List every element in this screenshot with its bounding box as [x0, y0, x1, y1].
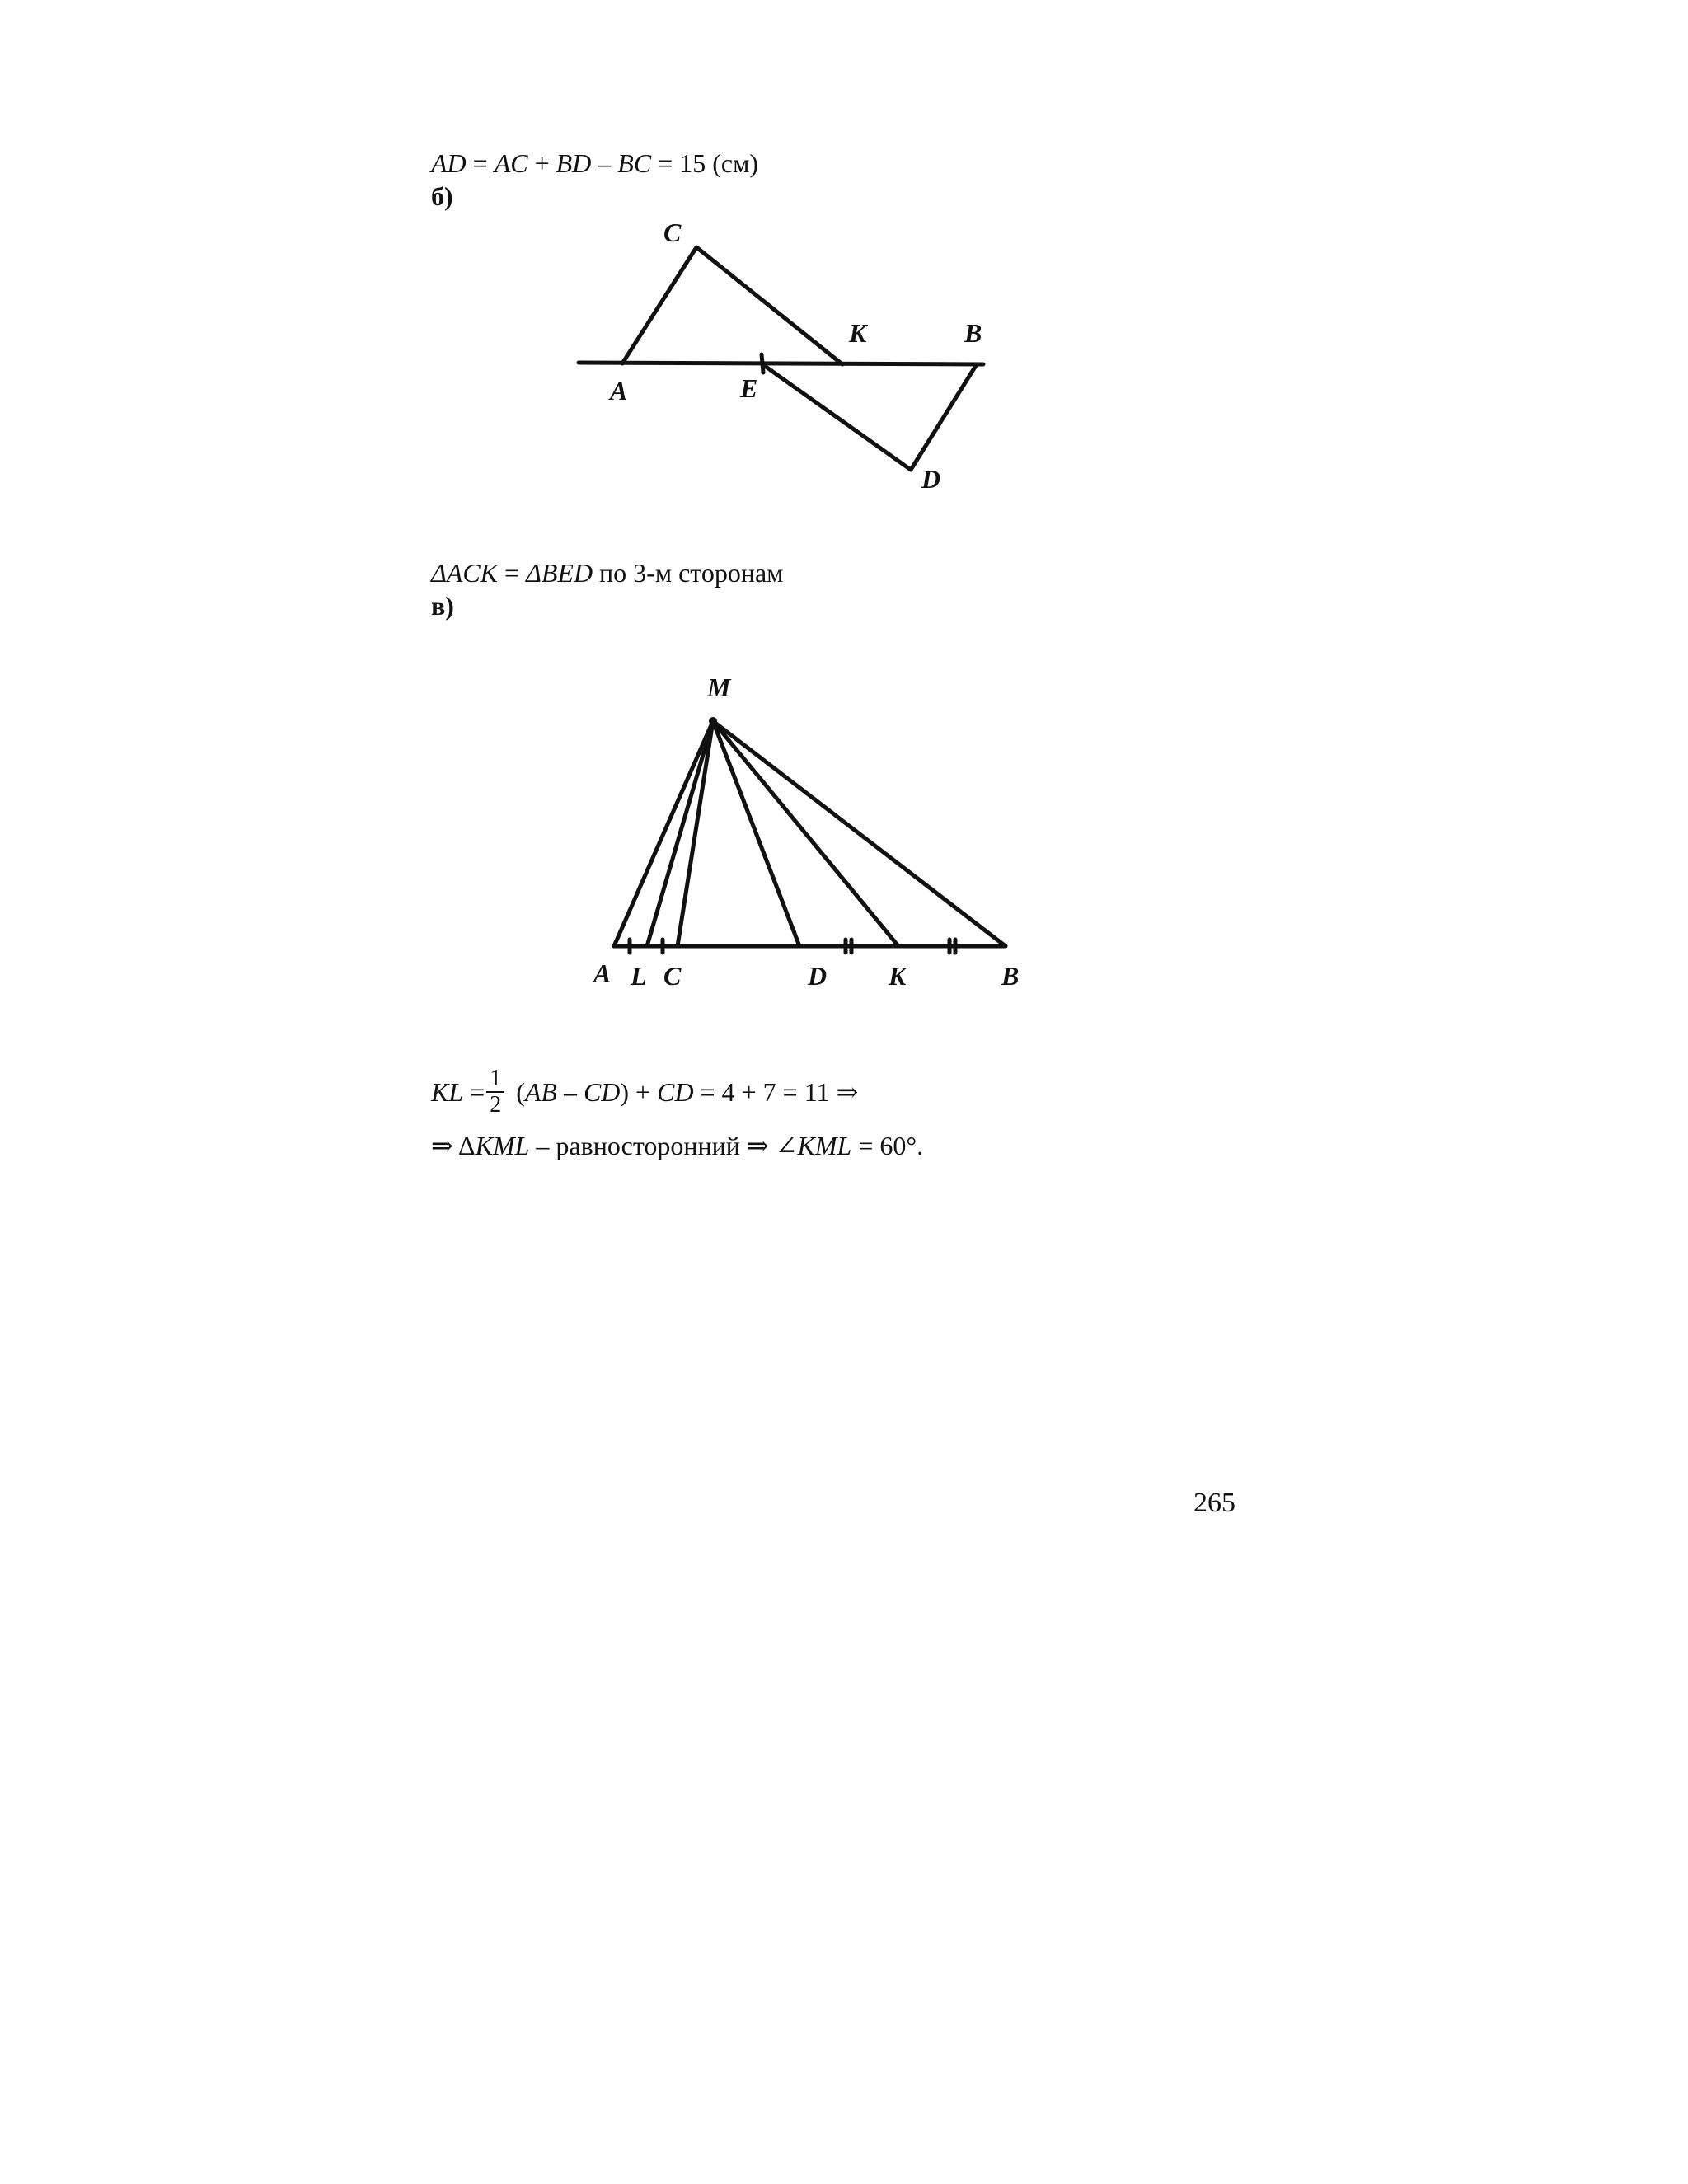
op: =: [463, 1077, 485, 1107]
triangle-bed: ΔBED: [526, 558, 593, 588]
fraction-one-half: [486, 1066, 504, 1118]
term-cd: CD: [657, 1077, 694, 1107]
segment-e-d-b: [762, 364, 977, 470]
denominator: 2: [490, 1091, 502, 1118]
result: = 60°.: [851, 1131, 924, 1160]
op: =: [498, 558, 527, 588]
segment-mk: [713, 721, 898, 946]
term-ab: AB: [524, 1077, 557, 1107]
reason: по 3-м сторонам: [593, 558, 784, 588]
section-label-b: б): [431, 181, 453, 211]
label-a: A: [610, 376, 628, 405]
text-pre: ⇒ Δ: [431, 1131, 476, 1160]
result: = 15 (см): [651, 148, 758, 178]
op: ) +: [620, 1077, 658, 1107]
congruence-statement: [431, 556, 783, 589]
label-k: K: [849, 318, 867, 348]
label-b: B: [1001, 961, 1020, 991]
op: +: [528, 148, 556, 178]
label-c: C: [663, 961, 682, 991]
page-number: 265: [1193, 1488, 1236, 1518]
text-mid: – равносторонний ⇒ ∠: [529, 1131, 798, 1160]
figure-b-svg: [560, 214, 1006, 503]
figure-b: [560, 214, 1006, 503]
triangle-ack: ΔACK: [431, 558, 499, 588]
point-m: [709, 717, 717, 725]
segment-mc: [678, 721, 713, 946]
label-l: L: [631, 961, 647, 991]
term-kl: KL: [431, 1077, 464, 1107]
tick-e: [762, 354, 763, 373]
figure-v-svg: [577, 659, 1039, 1022]
equation-ad: [431, 147, 758, 180]
line-ab: [579, 363, 983, 364]
term-bc: BC: [617, 148, 652, 178]
op: =: [466, 148, 495, 178]
result: = 4 + 7 = 11 ⇒: [693, 1077, 859, 1107]
label-d: D: [808, 961, 828, 991]
term-bd: BD: [556, 148, 592, 178]
section-label-v: в): [431, 591, 454, 621]
term-ad: AD: [431, 148, 467, 178]
segment-a-c-k: [622, 247, 842, 364]
term-cd: CD: [583, 1077, 621, 1107]
label-m: M: [707, 673, 731, 702]
numerator: 1: [486, 1066, 504, 1093]
label-e: E: [740, 373, 758, 403]
figure-v: [577, 659, 1039, 1022]
angle-kml: KML: [797, 1131, 852, 1160]
term-ac: AC: [494, 148, 528, 178]
op: (: [509, 1077, 525, 1107]
op: –: [556, 1077, 584, 1107]
label-d: D: [921, 464, 941, 494]
segment-ma: [614, 721, 713, 946]
label-a: A: [593, 958, 612, 988]
segment-ml: [647, 721, 713, 946]
conclusion: [431, 1129, 923, 1162]
label-k: K: [889, 961, 907, 991]
op: –: [591, 148, 618, 178]
equation-kl: [431, 1067, 858, 1121]
triangle-kml: KML: [475, 1131, 530, 1160]
label-c: C: [663, 218, 682, 247]
label-b: B: [964, 318, 982, 348]
